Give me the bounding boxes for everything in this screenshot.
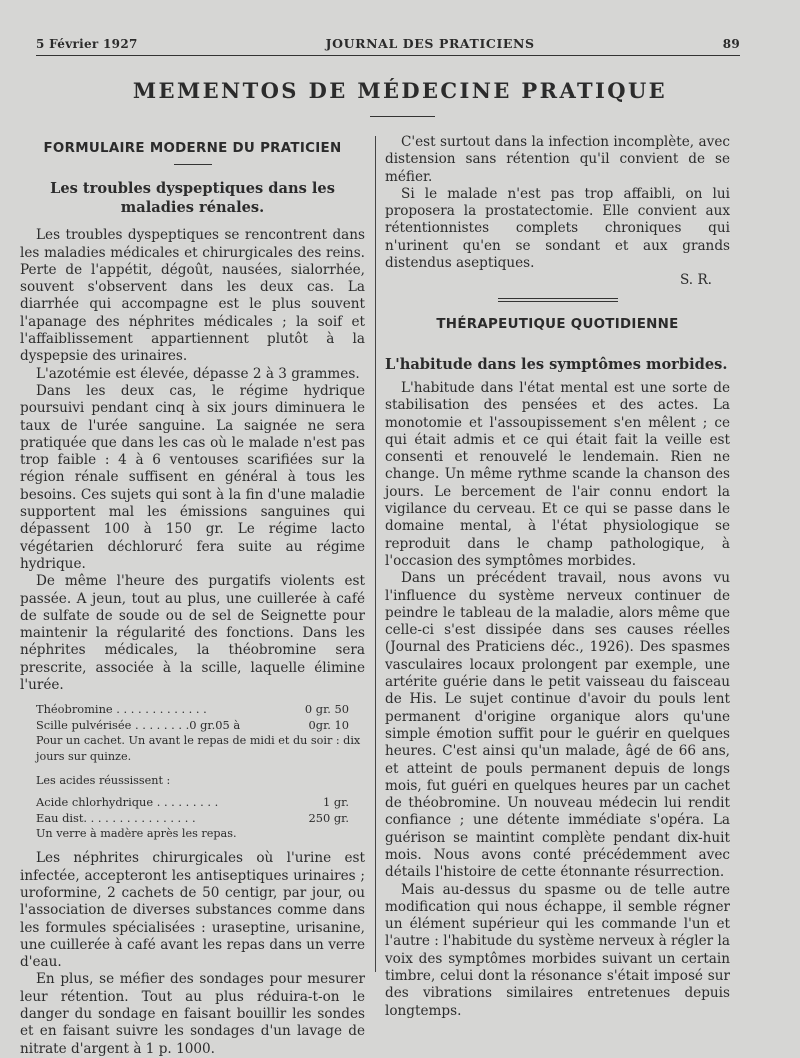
paragraph: Si le malade n'est pas trop affaibli, on lui proposera la prostatectomie. Elle convient aux rétentionnistes complets chroniques qui n'urinent qu'en se sondant et aux grands distendus aseptiques. bbox=[385, 185, 730, 272]
header-rule bbox=[36, 55, 740, 56]
paragraph: C'est surtout dans la infection incomplète, avec distension sans rétention qu'il convient de se méfier. bbox=[385, 134, 730, 185]
prescription-note: Un verre à madère après les repas. bbox=[36, 827, 237, 841]
prescription-dose: 1 gr. bbox=[323, 795, 349, 810]
article-title-habitude: L'habitude dans les symptômes morbides. bbox=[385, 355, 728, 373]
paragraph: L'habitude dans l'état mental est une sorte de stabilisation des pensées et des actes. La monotomie et l'assoupissement s'en mêlent ; ce qui était admis et ce qui était fait la veille est consenti et renouvelé le lendemain. Rien ne change. Un même rythme scande la chanson des jours. Le bercement de l'air connu endort la vigilance du cerveau. Et ce qui se passe dans le domaine mental, à l'état physiologique se reproduit dans le champ pathologique, à l'occasion des symptômes morbides. bbox=[385, 379, 730, 569]
prescription-dose: 250 gr. bbox=[308, 810, 349, 825]
header-date: 5 Février 1927 bbox=[36, 37, 138, 51]
prescription-line bbox=[20, 702, 365, 718]
paragraph: L'azotémie est élevée, dépasse 2 à 3 grammes. bbox=[36, 365, 360, 382]
paragraph: En plus, se méfier des sondages pour mesurer leur rétention. Tout au plus réduira-t-on le danger du sondage en faisant bouillir les sondes et en faisant suivre les sondages d'un lavage de nitrate d'argent à 1 p. 1000. bbox=[20, 971, 365, 1057]
prescription-line bbox=[20, 811, 365, 827]
running-header bbox=[36, 36, 740, 54]
prescription-line bbox=[20, 718, 365, 734]
left-column bbox=[20, 134, 365, 1058]
prescription-line bbox=[20, 795, 365, 811]
paragraph: Les néphrites chirurgicales où l'urine est infectée, accepteront les antiseptiques urinaires ; uroformine, 2 cachets de 50 centigr, par jour, ou l'association de diverses substances comme dans les formules spécialisées : uraseptine, urisanine, une cuillerée à café avant les repas dans un verre d'eau. bbox=[20, 850, 365, 971]
prescription-item: Eau dist. . . . . . . . . . . . . . . . bbox=[36, 810, 196, 825]
paragraph: Dans les deux cas, le régime hydrique poursuivi pendant cinq à six jours diminuera le taux de l'urée sanguine. La saignée ne sera pratiquée que dans les cas où le malade n'est pas trop faible : 4 à 6 ventouses scarifiées sur la région rénale suffisent en général à tous les besoins. Ces sujets qui sont à la fin d'une maladie supportent mal les émissions sanguines qui dépassent 100 à 150 gr. Le régime lacto végétarien déchlorurć fera suite au régime hydrique. bbox=[20, 382, 365, 572]
prescription-item: Scille pulvérisée . . . . . . . .0 gr.05 à bbox=[36, 717, 241, 732]
paragraph: Dans un précédent travail, nous avons vu l'influence du système nerveux continuer de peindre le tableau de la maladie, alors même que celle-ci s'est dissipée dans ses causes réelles (Journal des Praticiens déc., 1926). Des spasmes vasculaires locaux prolongent par exemple, une artérite guérie dans le petit vaisseau du faisceau de His. Le sujet continue d'avoir du pouls lent permanent d'origine organique alors qu'une simple émotion suffit pour le guérir en quelques heures. C'est ainsi qu'un malade, âgé de 66 ans, et atteint de pouls permanent depuis de longs mois, fut guéri en quelques heures par un cachet de théobromine. Un nouveau médecin lui rendit confiance ; une détente immédiate s'opéra. La guérison se maintint complète pendant dix-huit mois. Nous avons conté précédemment avec détails l'histoire de cette étonnante résurrection. bbox=[385, 570, 730, 881]
article-title-dyspeptiques: Les troubles dyspeptiques dans les maladies rénales. bbox=[50, 180, 335, 217]
paragraph: Les acides réussissent : bbox=[36, 774, 171, 788]
paragraph: De même l'heure des purgatifs violents est passée. A jeun, tout au plus, une cuillerée à café de sulfate de soude ou de sel de Seignette pour maintenir la régularité des fonctions. Dans les néphrites médicales, la théobromine sera prescrite, associée à la scille, laquelle élimine l'urée. bbox=[20, 573, 365, 694]
signature: S. R. bbox=[679, 272, 712, 289]
header-journal-name: JOURNAL DES PRATICIENS bbox=[325, 36, 535, 51]
column-divider bbox=[375, 136, 376, 972]
prescription-dose: 0gr. 10 bbox=[308, 717, 349, 732]
paragraph: Les troubles dyspeptiques se rencontrent dans les maladies médicales et chirurgicales des reins. Perte de l'appétit, dégoût, nausées, sialorrhée, souvent s'observent dans les deux cas. La diarrhée qui accompagne est le plus souvent l'apanage des néphrites médicales ; la soif et l'affaiblissement appartiennent plutôt à la dyspepsie des urinaires. bbox=[20, 227, 365, 365]
section-title-therapeutique: THÉRAPEUTIQUE QUOTIDIENNE bbox=[436, 316, 679, 332]
prescription-note: Pour un cachet. Un avant le repas de midi et du soir : dix jours sur quinze. bbox=[36, 734, 361, 764]
prescription-dose: 0 gr. 50 bbox=[304, 702, 349, 717]
section-title-formulaire: FORMULAIRE MODERNE DU PRATICIEN bbox=[43, 141, 342, 156]
prescription-item: Théobromine . . . . . . . . . . . . . bbox=[36, 702, 207, 717]
header-page-number: 89 bbox=[722, 37, 740, 51]
section-rule bbox=[174, 164, 212, 165]
title-rule bbox=[370, 116, 435, 117]
right-column bbox=[385, 134, 730, 1020]
paragraph: Mais au-dessus du spasme ou de telle autre modification qui nous échappe, il semble régner un élément supérieur qui les commande l'un et l'autre : l'habitude du système nerveux à régler la voix des symptômes morbides suivant un certain timbre, celui dont la résonance s'était imposé sur des vibrations similaires entretenues depuis longtemps. bbox=[385, 881, 730, 1019]
prescription-item: Acide chlorhydrique . . . . . . . . . bbox=[36, 795, 219, 810]
main-title: MEMENTOS DE MÉDECINE PRATIQUE bbox=[132, 78, 668, 103]
separator-rule bbox=[498, 298, 618, 302]
